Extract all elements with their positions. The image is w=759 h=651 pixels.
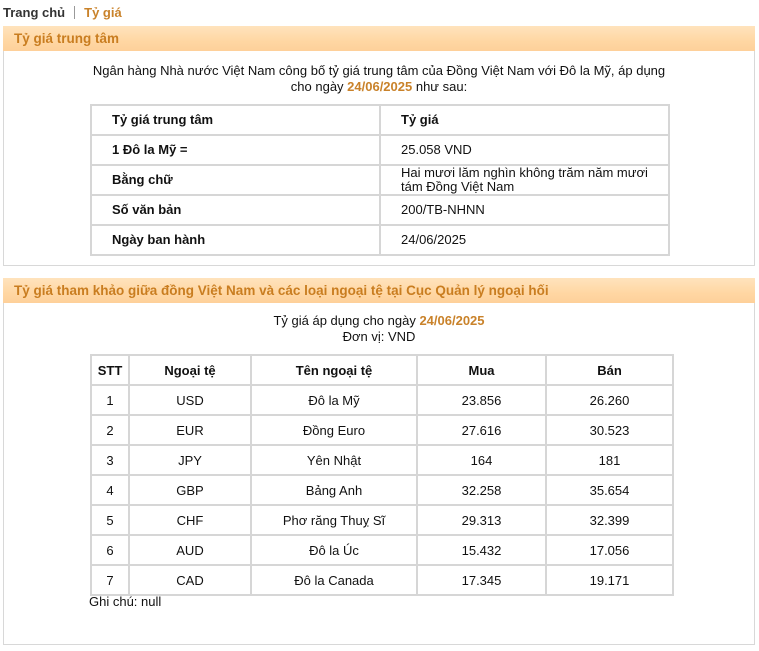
apply-date-line: [4, 313, 754, 329]
breadcrumb-home-link[interactable]: Trang chủ: [3, 5, 66, 20]
cell-name: Đô la Canada: [251, 565, 417, 595]
col-buy: Mua: [417, 355, 546, 385]
cell-buy: 17.345: [417, 565, 546, 595]
row-value: 200/TB-NHNN: [380, 195, 669, 225]
cell-code: CHF: [129, 505, 251, 535]
table-row: [91, 505, 673, 535]
col-name: Tên ngoại tệ: [251, 355, 417, 385]
row-key: Số văn bản: [91, 195, 380, 225]
footnote: Ghi chú: null: [89, 594, 162, 609]
table-row: [91, 165, 669, 195]
table-row: [91, 135, 669, 165]
cell-sell: 19.171: [546, 565, 673, 595]
breadcrumb-separator: [74, 6, 75, 19]
central-rate-intro: [4, 63, 754, 95]
apply-date: 24/06/2025: [419, 313, 485, 328]
cell-name: Phơ răng Thuỵ Sĩ: [251, 505, 417, 535]
cell-sell: 181: [546, 445, 673, 475]
reference-rate-panel: [3, 278, 755, 645]
cell-code: JPY: [129, 445, 251, 475]
cell-name: Yên Nhật: [251, 445, 417, 475]
table-row: [91, 225, 669, 255]
breadcrumb-current[interactable]: Tỷ giá: [84, 5, 122, 20]
cell-buy: 23.856: [417, 385, 546, 415]
cell-name: Đô la Mỹ: [251, 385, 417, 415]
table-row: [91, 535, 673, 565]
cell-stt: 1: [91, 385, 129, 415]
breadcrumb: [3, 5, 122, 20]
reference-rate-table: [90, 354, 674, 596]
table-header-row: [91, 355, 673, 385]
cell-stt: 6: [91, 535, 129, 565]
intro-date: 24/06/2025: [347, 79, 413, 94]
cell-sell: 35.654: [546, 475, 673, 505]
central-rate-panel: [3, 26, 755, 266]
intro-line-2: [4, 79, 754, 95]
cell-buy: 32.258: [417, 475, 546, 505]
cell-code: AUD: [129, 535, 251, 565]
unit-line: Đơn vị: VND: [342, 329, 416, 344]
intro-suffix: như sau:: [412, 79, 468, 94]
cell-stt: 3: [91, 445, 129, 475]
cell-sell: 17.056: [546, 535, 673, 565]
cell-buy: 29.313: [417, 505, 546, 535]
apply-prefix: Tỷ giá áp dụng cho ngày: [273, 313, 420, 328]
cell-buy: 164: [417, 445, 546, 475]
reference-rate-panel-title: Tỷ giá tham khảo giữa đồng Việt Nam và các loại ngoại tệ tại Cục Quản lý ngoại hối: [3, 278, 755, 303]
cell-code: USD: [129, 385, 251, 415]
table-header-row: [91, 105, 669, 135]
intro-line-1: Ngân hàng Nhà nước Việt Nam công bố tỷ giá trung tâm của Đồng Việt Nam với Đô la Mỹ, áp dụng: [92, 63, 666, 78]
cell-stt: 7: [91, 565, 129, 595]
cell-sell: 30.523: [546, 415, 673, 445]
col-code: Ngoại tệ: [129, 355, 251, 385]
cell-buy: 27.616: [417, 415, 546, 445]
cell-code: CAD: [129, 565, 251, 595]
col-stt: STT: [91, 355, 129, 385]
central-rate-table: [90, 104, 670, 256]
cell-sell: 32.399: [546, 505, 673, 535]
header-value: Tỷ giá: [380, 105, 669, 135]
cell-name: Bảng Anh: [251, 475, 417, 505]
header-key: Tỷ giá trung tâm: [91, 105, 380, 135]
intro-prefix: cho ngày: [290, 79, 348, 94]
cell-stt: 4: [91, 475, 129, 505]
row-key: Ngày ban hành: [91, 225, 380, 255]
row-key: 1 Đô la Mỹ =: [91, 135, 380, 165]
cell-stt: 2: [91, 415, 129, 445]
col-sell: Bán: [546, 355, 673, 385]
cell-name: Đô la Úc: [251, 535, 417, 565]
cell-buy: 15.432: [417, 535, 546, 565]
table-row: [91, 195, 669, 225]
cell-code: EUR: [129, 415, 251, 445]
cell-stt: 5: [91, 505, 129, 535]
cell-name: Đồng Euro: [251, 415, 417, 445]
table-row: [91, 565, 673, 595]
row-key: Bằng chữ: [91, 165, 380, 195]
central-rate-panel-title: Tỷ giá trung tâm: [3, 26, 755, 51]
table-row: [91, 415, 673, 445]
cell-sell: 26.260: [546, 385, 673, 415]
table-row: [91, 475, 673, 505]
row-value: Hai mươi lăm nghìn không trăm năm mươi tám Đồng Việt Nam: [380, 165, 669, 195]
table-row: [91, 445, 673, 475]
row-value: 25.058 VND: [380, 135, 669, 165]
reference-rate-info: [4, 313, 754, 345]
row-value: 24/06/2025: [380, 225, 669, 255]
cell-code: GBP: [129, 475, 251, 505]
table-row: [91, 385, 673, 415]
